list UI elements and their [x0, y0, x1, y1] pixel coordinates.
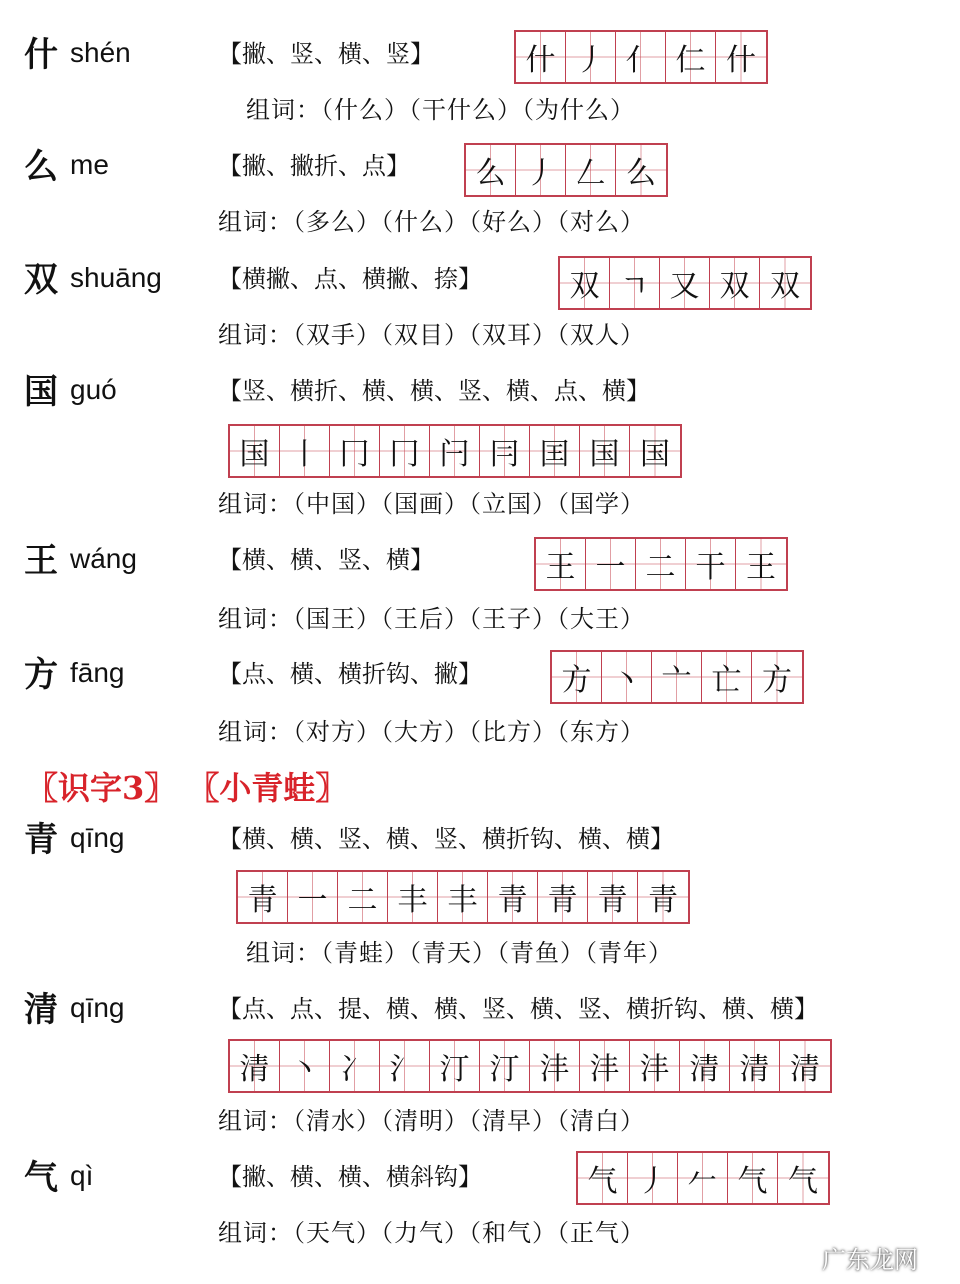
stroke-step-cell: 双	[710, 258, 760, 308]
stroke-order-text: 【横、横、竖、横、竖、横折钩、横、横】	[218, 825, 674, 853]
stroke-step-cell: 丿	[628, 1153, 678, 1203]
stroke-step-cell: 青	[538, 872, 588, 922]
stroke-grid	[228, 424, 682, 478]
stroke-order-text: 【撇、撇折、点】	[218, 152, 410, 180]
stroke-step-cell: 氵	[380, 1041, 430, 1091]
word-examples: 组词：（多么）（什么）（好么）（对么）	[218, 208, 645, 236]
stroke-step-cell: 青	[638, 872, 688, 922]
stroke-grid	[558, 256, 812, 310]
entry-pinyin: shuāng	[70, 262, 162, 293]
stroke-step-cell: 青	[238, 872, 288, 922]
stroke-order-text: 【横、横、竖、横】	[218, 546, 434, 574]
stroke-step-cell: 国	[580, 426, 630, 476]
stroke-step-cell: 清	[730, 1041, 780, 1091]
entry-pinyin: wáng	[70, 543, 137, 574]
stroke-step-cell: 𠃋	[566, 145, 616, 195]
stroke-step-cell: 𠂉	[678, 1153, 728, 1203]
entry-character: 气	[24, 1158, 58, 1198]
stroke-step-cell: 又	[660, 258, 710, 308]
stroke-step-cell: 沣	[630, 1041, 680, 1091]
stroke-step-cell: 亡	[702, 652, 752, 702]
stroke-step-cell: 二	[636, 539, 686, 589]
entry-heading	[24, 260, 162, 300]
entry-character: 双	[24, 260, 58, 300]
stroke-step-cell: 闩	[430, 426, 480, 476]
stroke-step-cell: 二	[338, 872, 388, 922]
stroke-step-cell: 干	[686, 539, 736, 589]
stroke-step-cell: 清	[230, 1041, 280, 1091]
entry-pinyin: guó	[70, 374, 117, 405]
stroke-step-cell: 一	[288, 872, 338, 922]
stroke-step-cell: 么	[616, 145, 666, 195]
stroke-order-text: 【竖、横折、横、横、竖、横、点、横】	[218, 377, 650, 405]
entry-character: 什	[24, 35, 58, 75]
stroke-grid	[576, 1151, 830, 1205]
entry-pinyin: shén	[70, 37, 131, 68]
word-examples: 组词：（青蛙）（青天）（青鱼）（青年）	[246, 939, 673, 967]
entry-heading	[24, 541, 137, 581]
entry-pinyin: qīng	[70, 992, 125, 1023]
stroke-step-cell: 什	[516, 32, 566, 82]
stroke-step-cell: 冂	[380, 426, 430, 476]
entry-character: 方	[24, 655, 58, 695]
entry-heading	[24, 1158, 94, 1198]
stroke-step-cell: 仁	[666, 32, 716, 82]
word-examples: 组词：（天气）（力气）（和气）（正气）	[218, 1219, 645, 1247]
entry-character: 么	[24, 147, 58, 187]
stroke-step-cell: 国	[230, 426, 280, 476]
watermark-logo: 广东龙网	[822, 1246, 918, 1274]
stroke-grid	[464, 143, 668, 197]
stroke-step-cell: 丶	[602, 652, 652, 702]
stroke-step-cell: 青	[588, 872, 638, 922]
stroke-step-cell: 一	[586, 539, 636, 589]
stroke-grid	[550, 650, 804, 704]
stroke-step-cell: 方	[552, 652, 602, 702]
entry-heading	[24, 820, 125, 860]
entry-character: 青	[24, 820, 58, 860]
entry-pinyin: fāng	[70, 657, 125, 688]
entry-heading	[24, 655, 125, 695]
stroke-step-cell: 么	[466, 145, 516, 195]
stroke-step-cell: 丰	[438, 872, 488, 922]
stroke-step-cell: 清	[680, 1041, 730, 1091]
stroke-order-text: 【撇、横、横、横斜钩】	[218, 1163, 482, 1191]
entry-pinyin: me	[70, 149, 109, 180]
stroke-step-cell: 气	[728, 1153, 778, 1203]
stroke-step-cell: 汀	[430, 1041, 480, 1091]
stroke-step-cell: 丰	[388, 872, 438, 922]
stroke-step-cell: 囯	[530, 426, 580, 476]
word-examples: 组词：（对方）（大方）（比方）（东方）	[218, 718, 645, 746]
stroke-step-cell: 王	[736, 539, 786, 589]
stroke-step-cell: 冫	[330, 1041, 380, 1091]
stroke-step-cell: ㄱ	[610, 258, 660, 308]
stroke-order-text: 【横撇、点、横撇、捺】	[218, 265, 482, 293]
stroke-step-cell: 沣	[530, 1041, 580, 1091]
stroke-order-text: 【点、点、提、横、横、竖、横、竖、横折钩、横、横】	[218, 995, 818, 1023]
stroke-step-cell: 双	[560, 258, 610, 308]
stroke-step-cell: 亠	[652, 652, 702, 702]
stroke-step-cell: 气	[778, 1153, 828, 1203]
entry-character: 清	[24, 990, 58, 1030]
stroke-order-text: 【点、横、横折钩、撇】	[218, 660, 482, 688]
stroke-step-cell: 双	[760, 258, 810, 308]
stroke-step-cell: 青	[488, 872, 538, 922]
entry-character: 王	[24, 541, 58, 581]
entry-pinyin: qì	[70, 1160, 94, 1191]
stroke-step-cell: 冃	[480, 426, 530, 476]
entry-heading	[24, 147, 109, 187]
entry-heading	[24, 35, 131, 75]
stroke-step-cell: 亻	[616, 32, 666, 82]
stroke-step-cell: 丨	[280, 426, 330, 476]
word-examples: 组词：（国王）（王后）（王子）（大王）	[218, 605, 645, 633]
stroke-step-cell: 国	[630, 426, 680, 476]
stroke-step-cell: 清	[780, 1041, 830, 1091]
stroke-step-cell: 冂	[330, 426, 380, 476]
word-examples: 组词：（中国）（国画）（立国）（国学）	[218, 490, 645, 518]
stroke-grid	[228, 1039, 832, 1093]
stroke-order-text: 【撇、竖、横、竖】	[218, 40, 434, 68]
stroke-step-cell: 什	[716, 32, 766, 82]
stroke-step-cell: 丿	[566, 32, 616, 82]
section-title: 〖识字3〗 〖小青蛙〗	[26, 769, 348, 807]
stroke-step-cell: 丶	[280, 1041, 330, 1091]
stroke-step-cell: 气	[578, 1153, 628, 1203]
entry-pinyin: qīng	[70, 822, 125, 853]
stroke-step-cell: 王	[536, 539, 586, 589]
stroke-step-cell: 丿	[516, 145, 566, 195]
word-examples: 组词：（清水）（清明）（清早）（清白）	[218, 1107, 645, 1135]
stroke-grid	[236, 870, 690, 924]
stroke-grid	[514, 30, 768, 84]
word-examples: 组词：（双手）（双目）（双耳）（双人）	[218, 321, 645, 349]
stroke-grid	[534, 537, 788, 591]
word-examples: 组词：（什么）（干什么）（为什么）	[246, 96, 635, 124]
entry-heading	[24, 372, 117, 412]
entry-character: 国	[24, 372, 58, 412]
stroke-step-cell: 方	[752, 652, 802, 702]
stroke-step-cell: 沣	[580, 1041, 630, 1091]
stroke-step-cell: 汀	[480, 1041, 530, 1091]
entry-heading	[24, 990, 125, 1030]
